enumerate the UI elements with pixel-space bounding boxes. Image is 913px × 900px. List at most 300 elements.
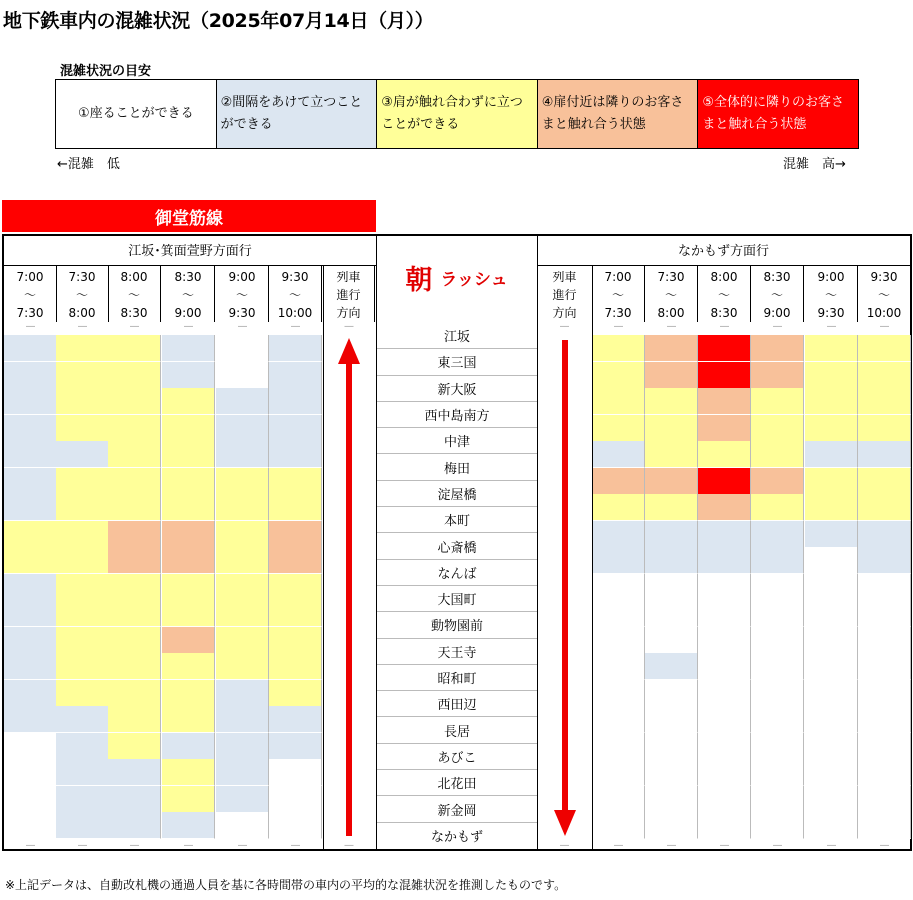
- right-congestion-cell: [858, 600, 911, 627]
- station-name: 新大阪: [377, 376, 537, 402]
- left-congestion-cell: [162, 468, 215, 495]
- left-congestion-cell: [4, 733, 57, 760]
- right-congestion-cell: [592, 388, 645, 415]
- left-congestion-cell: [269, 415, 322, 442]
- legend-level-3: ③肩が触れ合わずに立つことができる: [376, 80, 537, 148]
- right-congestion-cell: [751, 706, 804, 733]
- left-congestion-cell: [56, 574, 109, 601]
- left-congestion-cell: [56, 362, 109, 389]
- left-congestion-cell: [162, 335, 215, 362]
- station-name: 本町: [377, 507, 537, 533]
- right-congestion-cell: [751, 388, 804, 415]
- left-congestion-cell: [108, 547, 161, 574]
- left-time-header: 8:30 ～ 9:00: [162, 266, 215, 322]
- left-time-header: 9:00 ～ 9:30: [216, 266, 269, 322]
- left-congestion-cell: [108, 812, 161, 839]
- left-congestion-cell: [108, 494, 161, 521]
- left-congestion-cell: [216, 468, 269, 495]
- right-congestion-cell: [858, 653, 911, 680]
- left-congestion-cell: [162, 680, 215, 707]
- right-congestion-cell: [858, 335, 911, 362]
- left-congestion-cell: [162, 600, 215, 627]
- right-congestion-cell: [858, 547, 911, 574]
- line-name-banner: 御堂筋線: [2, 200, 376, 232]
- congestion-legend: [55, 79, 859, 149]
- left-congestion-cell: [216, 388, 269, 415]
- right-congestion-cell: [858, 706, 911, 733]
- left-congestion-cell: [4, 680, 57, 707]
- left-dir-column-border: [323, 266, 324, 849]
- left-top-dash: —: [237, 321, 248, 332]
- left-congestion-cell: [108, 388, 161, 415]
- right-congestion-cell: [592, 468, 645, 495]
- left-congestion-cell: [4, 388, 57, 415]
- station-name: 淀屋橋: [377, 481, 537, 507]
- left-congestion-cell: [269, 521, 322, 548]
- left-congestion-cell: [269, 600, 322, 627]
- left-congestion-cell: [162, 786, 215, 813]
- left-congestion-cell: [108, 600, 161, 627]
- right-congestion-cell: [698, 786, 751, 813]
- congestion-low-label: ←混雑 低: [57, 157, 120, 172]
- left-congestion-cell: [108, 759, 161, 786]
- left-congestion-cell: [162, 574, 215, 601]
- left-top-dash: —: [25, 321, 36, 332]
- right-congestion-cell: [592, 362, 645, 389]
- right-congestion-cell: [592, 521, 645, 548]
- left-congestion-cell: [216, 574, 269, 601]
- left-congestion-cell: [108, 468, 161, 495]
- station-name: 西中島南方: [377, 402, 537, 428]
- left-congestion-cell: [216, 547, 269, 574]
- left-congestion-cell: [216, 600, 269, 627]
- right-top-dash: —: [719, 321, 730, 332]
- right-congestion-cell: [592, 441, 645, 468]
- left-bottom-dash: —: [183, 839, 194, 851]
- left-congestion-cell: [162, 812, 215, 839]
- left-top-dash: —: [183, 321, 194, 332]
- station-name: 心斎橋: [377, 533, 537, 559]
- left-congestion-cell: [216, 441, 269, 468]
- right-congestion-cell: [698, 627, 751, 654]
- left-congestion-cell: [4, 600, 57, 627]
- right-congestion-cell: [645, 653, 698, 680]
- left-congestion-cell: [56, 547, 109, 574]
- left-congestion-cell: [56, 441, 109, 468]
- rush-text: ラッシュ: [440, 269, 508, 290]
- left-top-dash: —: [77, 321, 88, 332]
- right-congestion-cell: [645, 574, 698, 601]
- left-congestion-cell: [162, 547, 215, 574]
- left-bottom-dash: —: [237, 839, 248, 851]
- right-congestion-cell: [698, 653, 751, 680]
- left-congestion-cell: [56, 335, 109, 362]
- left-congestion-cell: [4, 706, 57, 733]
- left-congestion-cell: [4, 335, 57, 362]
- right-congestion-cell: [592, 627, 645, 654]
- left-congestion-cell: [216, 627, 269, 654]
- left-top-dash: —: [290, 321, 301, 332]
- left-congestion-cell: [56, 521, 109, 548]
- right-congestion-cell: [645, 388, 698, 415]
- footnote: ※上記データは、自動改札機の通過人員を基に各時間帯の車内の平均的な混雑状況を推測したものです。: [5, 878, 567, 892]
- left-congestion-cell: [162, 759, 215, 786]
- right-congestion-cell: [805, 812, 858, 839]
- left-congestion-cell: [4, 547, 57, 574]
- station-name: 動物園前: [377, 612, 537, 638]
- right-congestion-cell: [592, 733, 645, 760]
- left-congestion-cell: [4, 653, 57, 680]
- right-top-dash: —: [613, 321, 624, 332]
- right-congestion-cell: [751, 627, 804, 654]
- station-name: 昭和町: [377, 665, 537, 691]
- left-congestion-cell: [216, 706, 269, 733]
- right-congestion-cell: [592, 812, 645, 839]
- right-congestion-cell: [751, 759, 804, 786]
- left-direction-arrow-icon: [337, 338, 361, 838]
- right-congestion-cell: [592, 680, 645, 707]
- left-congestion-cell: [4, 574, 57, 601]
- right-congestion-cell: [645, 547, 698, 574]
- right-congestion-cell: [858, 388, 911, 415]
- right-congestion-cell: [805, 494, 858, 521]
- right-congestion-cell: [751, 680, 804, 707]
- right-congestion-cell: [858, 574, 911, 601]
- left-congestion-cell: [269, 441, 322, 468]
- left-congestion-cell: [4, 786, 57, 813]
- legend-level-1: ①座ることができる: [56, 80, 216, 148]
- station-column-right-border: [537, 234, 538, 849]
- right-time-header: 8:30 ～ 9:00: [751, 266, 804, 322]
- left-time-header: 7:30 ～ 8:00: [56, 266, 109, 322]
- left-congestion-cell: [162, 388, 215, 415]
- left-congestion-cell: [56, 680, 109, 707]
- left-congestion-cell: [216, 494, 269, 521]
- right-congestion-cell: [858, 468, 911, 495]
- left-congestion-cell: [162, 627, 215, 654]
- left-congestion-cell: [269, 388, 322, 415]
- right-congestion-cell: [858, 494, 911, 521]
- right-top-dash: —: [772, 321, 783, 332]
- left-congestion-cell: [108, 733, 161, 760]
- right-congestion-cell: [645, 600, 698, 627]
- right-congestion-cell: [858, 362, 911, 389]
- right-congestion-cell: [698, 812, 751, 839]
- right-time-header: 9:30 ～ 10:00: [858, 266, 911, 322]
- right-bottom-dash: —: [613, 839, 624, 851]
- right-congestion-cell: [698, 547, 751, 574]
- legend-level-5: ⑤全体的に隣りのお客さまと触れ合う状態: [697, 80, 858, 148]
- right-congestion-cell: [805, 786, 858, 813]
- right-time-header: 9:00 ～ 9:30: [805, 266, 858, 322]
- left-congestion-cell: [162, 653, 215, 680]
- right-congestion-cell: [592, 600, 645, 627]
- left-congestion-cell: [108, 627, 161, 654]
- right-congestion-cell: [805, 388, 858, 415]
- congestion-high-label: 混雑 高→: [783, 157, 846, 172]
- right-congestion-cell: [698, 574, 751, 601]
- left-congestion-cell: [269, 680, 322, 707]
- right-congestion-cell: [858, 733, 911, 760]
- right-congestion-cell: [645, 627, 698, 654]
- right-congestion-cell: [751, 574, 804, 601]
- right-dir-bottom-dash: —: [559, 839, 570, 851]
- right-congestion-cell: [645, 441, 698, 468]
- right-congestion-cell: [698, 362, 751, 389]
- right-dir-top-dash: —: [559, 321, 570, 332]
- left-congestion-cell: [269, 494, 322, 521]
- legend-level-4: ④扉付近は隣りのお客さまと触れ合う状態: [537, 80, 698, 148]
- left-congestion-cell: [216, 786, 269, 813]
- right-bottom-dash: —: [666, 839, 677, 851]
- right-bottom-dash: —: [719, 839, 730, 851]
- left-congestion-cell: [269, 335, 322, 362]
- left-congestion-cell: [4, 759, 57, 786]
- left-bottom-dash: —: [25, 839, 36, 851]
- left-congestion-cell: [108, 362, 161, 389]
- right-bottom-dash: —: [826, 839, 837, 851]
- left-congestion-cell: [4, 521, 57, 548]
- station-name: 天王寺: [377, 639, 537, 665]
- left-time-header: 8:00 ～ 8:30: [108, 266, 161, 322]
- right-congestion-cell: [858, 521, 911, 548]
- left-congestion-cell: [216, 812, 269, 839]
- left-congestion-cell: [269, 812, 322, 839]
- right-congestion-cell: [592, 759, 645, 786]
- right-congestion-cell: [858, 680, 911, 707]
- right-congestion-cell: [645, 759, 698, 786]
- right-congestion-cell: [751, 786, 804, 813]
- left-congestion-cell: [108, 335, 161, 362]
- right-congestion-cell: [751, 494, 804, 521]
- left-congestion-cell: [56, 706, 109, 733]
- right-congestion-cell: [751, 521, 804, 548]
- left-congestion-cell: [269, 574, 322, 601]
- right-congestion-cell: [751, 812, 804, 839]
- left-congestion-cell: [56, 759, 109, 786]
- left-congestion-cell: [216, 653, 269, 680]
- left-congestion-cell: [216, 362, 269, 389]
- left-congestion-cell: [56, 812, 109, 839]
- rush-label: [376, 252, 537, 302]
- right-congestion-cell: [592, 415, 645, 442]
- right-congestion-cell: [805, 600, 858, 627]
- left-congestion-cell: [269, 627, 322, 654]
- right-congestion-cell: [858, 812, 911, 839]
- left-congestion-cell: [162, 706, 215, 733]
- station-name: あびこ: [377, 744, 537, 770]
- right-congestion-cell: [698, 494, 751, 521]
- left-congestion-cell: [269, 706, 322, 733]
- right-congestion-cell: [805, 547, 858, 574]
- left-congestion-cell: [216, 415, 269, 442]
- station-name: 梅田: [377, 455, 537, 481]
- right-direction-arrow-icon: [553, 338, 577, 838]
- left-bottom-dash: —: [77, 839, 88, 851]
- right-congestion-cell: [751, 547, 804, 574]
- right-congestion-cell: [592, 494, 645, 521]
- left-bottom-dash: —: [290, 839, 301, 851]
- left-congestion-cell: [56, 600, 109, 627]
- right-congestion-cell: [645, 680, 698, 707]
- station-name: 江坂: [377, 323, 537, 349]
- left-congestion-cell: [108, 786, 161, 813]
- left-congestion-cell: [162, 733, 215, 760]
- right-congestion-cell: [645, 494, 698, 521]
- right-congestion-cell: [805, 653, 858, 680]
- left-congestion-cell: [56, 388, 109, 415]
- left-congestion-cell: [4, 494, 57, 521]
- right-congestion-cell: [698, 600, 751, 627]
- right-congestion-cell: [805, 415, 858, 442]
- left-congestion-cell: [108, 680, 161, 707]
- right-congestion-cell: [805, 521, 858, 548]
- right-congestion-cell: [805, 441, 858, 468]
- right-congestion-cell: [805, 759, 858, 786]
- left-congestion-cell: [4, 468, 57, 495]
- right-congestion-cell: [592, 786, 645, 813]
- right-direction-header: なかもず方面行: [537, 234, 910, 266]
- rush-kanji: 朝: [405, 264, 433, 296]
- right-congestion-cell: [858, 415, 911, 442]
- left-congestion-cell: [4, 627, 57, 654]
- right-congestion-cell: [698, 468, 751, 495]
- legend-title: 混雑状況の目安: [60, 64, 152, 79]
- left-congestion-cell: [162, 521, 215, 548]
- left-congestion-cell: [108, 521, 161, 548]
- right-congestion-cell: [805, 733, 858, 760]
- left-congestion-cell: [162, 415, 215, 442]
- right-congestion-cell: [645, 706, 698, 733]
- right-congestion-cell: [645, 468, 698, 495]
- right-congestion-cell: [805, 680, 858, 707]
- left-congestion-cell: [108, 441, 161, 468]
- left-congestion-cell: [56, 627, 109, 654]
- right-congestion-cell: [592, 547, 645, 574]
- right-congestion-cell: [698, 521, 751, 548]
- left-congestion-cell: [162, 362, 215, 389]
- right-congestion-cell: [698, 415, 751, 442]
- left-dir-bottom-dash: —: [344, 839, 354, 851]
- right-congestion-cell: [645, 812, 698, 839]
- station-name: 北花田: [377, 770, 537, 796]
- left-congestion-cell: [216, 521, 269, 548]
- station-name: 東三国: [377, 349, 537, 375]
- station-name: なんば: [377, 560, 537, 586]
- right-congestion-cell: [751, 335, 804, 362]
- right-congestion-cell: [645, 415, 698, 442]
- left-congestion-cell: [108, 706, 161, 733]
- right-congestion-cell: [645, 362, 698, 389]
- right-congestion-cell: [805, 362, 858, 389]
- right-congestion-cell: [592, 706, 645, 733]
- left-dir-top-dash: —: [344, 321, 354, 332]
- right-bottom-dash: —: [772, 839, 783, 851]
- left-congestion-cell: [4, 415, 57, 442]
- right-congestion-cell: [751, 653, 804, 680]
- station-name: なかもず: [430, 830, 483, 846]
- right-top-dash: —: [879, 321, 890, 332]
- right-congestion-cell: [698, 335, 751, 362]
- left-congestion-cell: [269, 468, 322, 495]
- right-congestion-cell: [751, 733, 804, 760]
- left-bottom-dash: —: [129, 839, 140, 851]
- left-congestion-cell: [162, 494, 215, 521]
- right-train-direction-header: 列車 進行 方向: [552, 270, 577, 320]
- right-congestion-cell: [698, 441, 751, 468]
- right-congestion-cell: [592, 574, 645, 601]
- right-congestion-cell: [751, 362, 804, 389]
- right-congestion-cell: [645, 335, 698, 362]
- right-congestion-cell: [751, 441, 804, 468]
- right-congestion-cell: [805, 706, 858, 733]
- right-congestion-cell: [805, 627, 858, 654]
- left-congestion-cell: [216, 733, 269, 760]
- right-congestion-cell: [858, 759, 911, 786]
- right-congestion-cell: [858, 786, 911, 813]
- left-congestion-cell: [56, 786, 109, 813]
- left-congestion-cell: [4, 441, 57, 468]
- left-congestion-cell: [269, 547, 322, 574]
- left-congestion-cell: [216, 680, 269, 707]
- page-title: 地下鉄車内の混雑状況（2025年07月14日（月））: [3, 10, 434, 32]
- right-top-dash: —: [826, 321, 837, 332]
- left-time-header: 9:30 ～ 10:00: [269, 266, 322, 322]
- left-congestion-cell: [4, 812, 57, 839]
- right-congestion-cell: [805, 574, 858, 601]
- station-name: 西田辺: [377, 691, 537, 717]
- station-name: 大国町: [377, 586, 537, 612]
- left-congestion-cell: [269, 733, 322, 760]
- left-direction-header: 江坂･箕面萱野方面行: [4, 234, 376, 266]
- left-congestion-cell: [56, 653, 109, 680]
- right-congestion-cell: [805, 468, 858, 495]
- right-congestion-cell: [592, 335, 645, 362]
- left-congestion-cell: [216, 759, 269, 786]
- left-congestion-cell: [4, 362, 57, 389]
- right-congestion-cell: [751, 600, 804, 627]
- station-name: 長居: [377, 718, 537, 744]
- right-congestion-cell: [698, 680, 751, 707]
- left-congestion-cell: [108, 574, 161, 601]
- left-top-dash: —: [129, 321, 140, 332]
- left-congestion-cell: [108, 653, 161, 680]
- right-congestion-cell: [645, 521, 698, 548]
- right-congestion-cell: [698, 388, 751, 415]
- left-congestion-cell: [269, 362, 322, 389]
- left-congestion-cell: [108, 415, 161, 442]
- left-congestion-cell: [56, 494, 109, 521]
- right-congestion-cell: [645, 786, 698, 813]
- legend-level-2: ②間隔をあけて立つことができる: [216, 80, 377, 148]
- right-time-header: 8:00 ～ 8:30: [698, 266, 751, 322]
- station-name: 中津: [377, 428, 537, 454]
- right-congestion-cell: [858, 441, 911, 468]
- right-congestion-cell: [698, 706, 751, 733]
- left-congestion-cell: [56, 415, 109, 442]
- station-name: 新金岡: [377, 796, 537, 822]
- right-bottom-dash: —: [879, 839, 890, 851]
- right-congestion-cell: [751, 415, 804, 442]
- left-congestion-cell: [56, 468, 109, 495]
- right-congestion-cell: [698, 759, 751, 786]
- left-congestion-cell: [269, 653, 322, 680]
- right-congestion-cell: [645, 733, 698, 760]
- left-congestion-cell: [56, 733, 109, 760]
- right-top-dash: —: [666, 321, 677, 332]
- left-congestion-cell: [162, 441, 215, 468]
- right-congestion-cell: [592, 653, 645, 680]
